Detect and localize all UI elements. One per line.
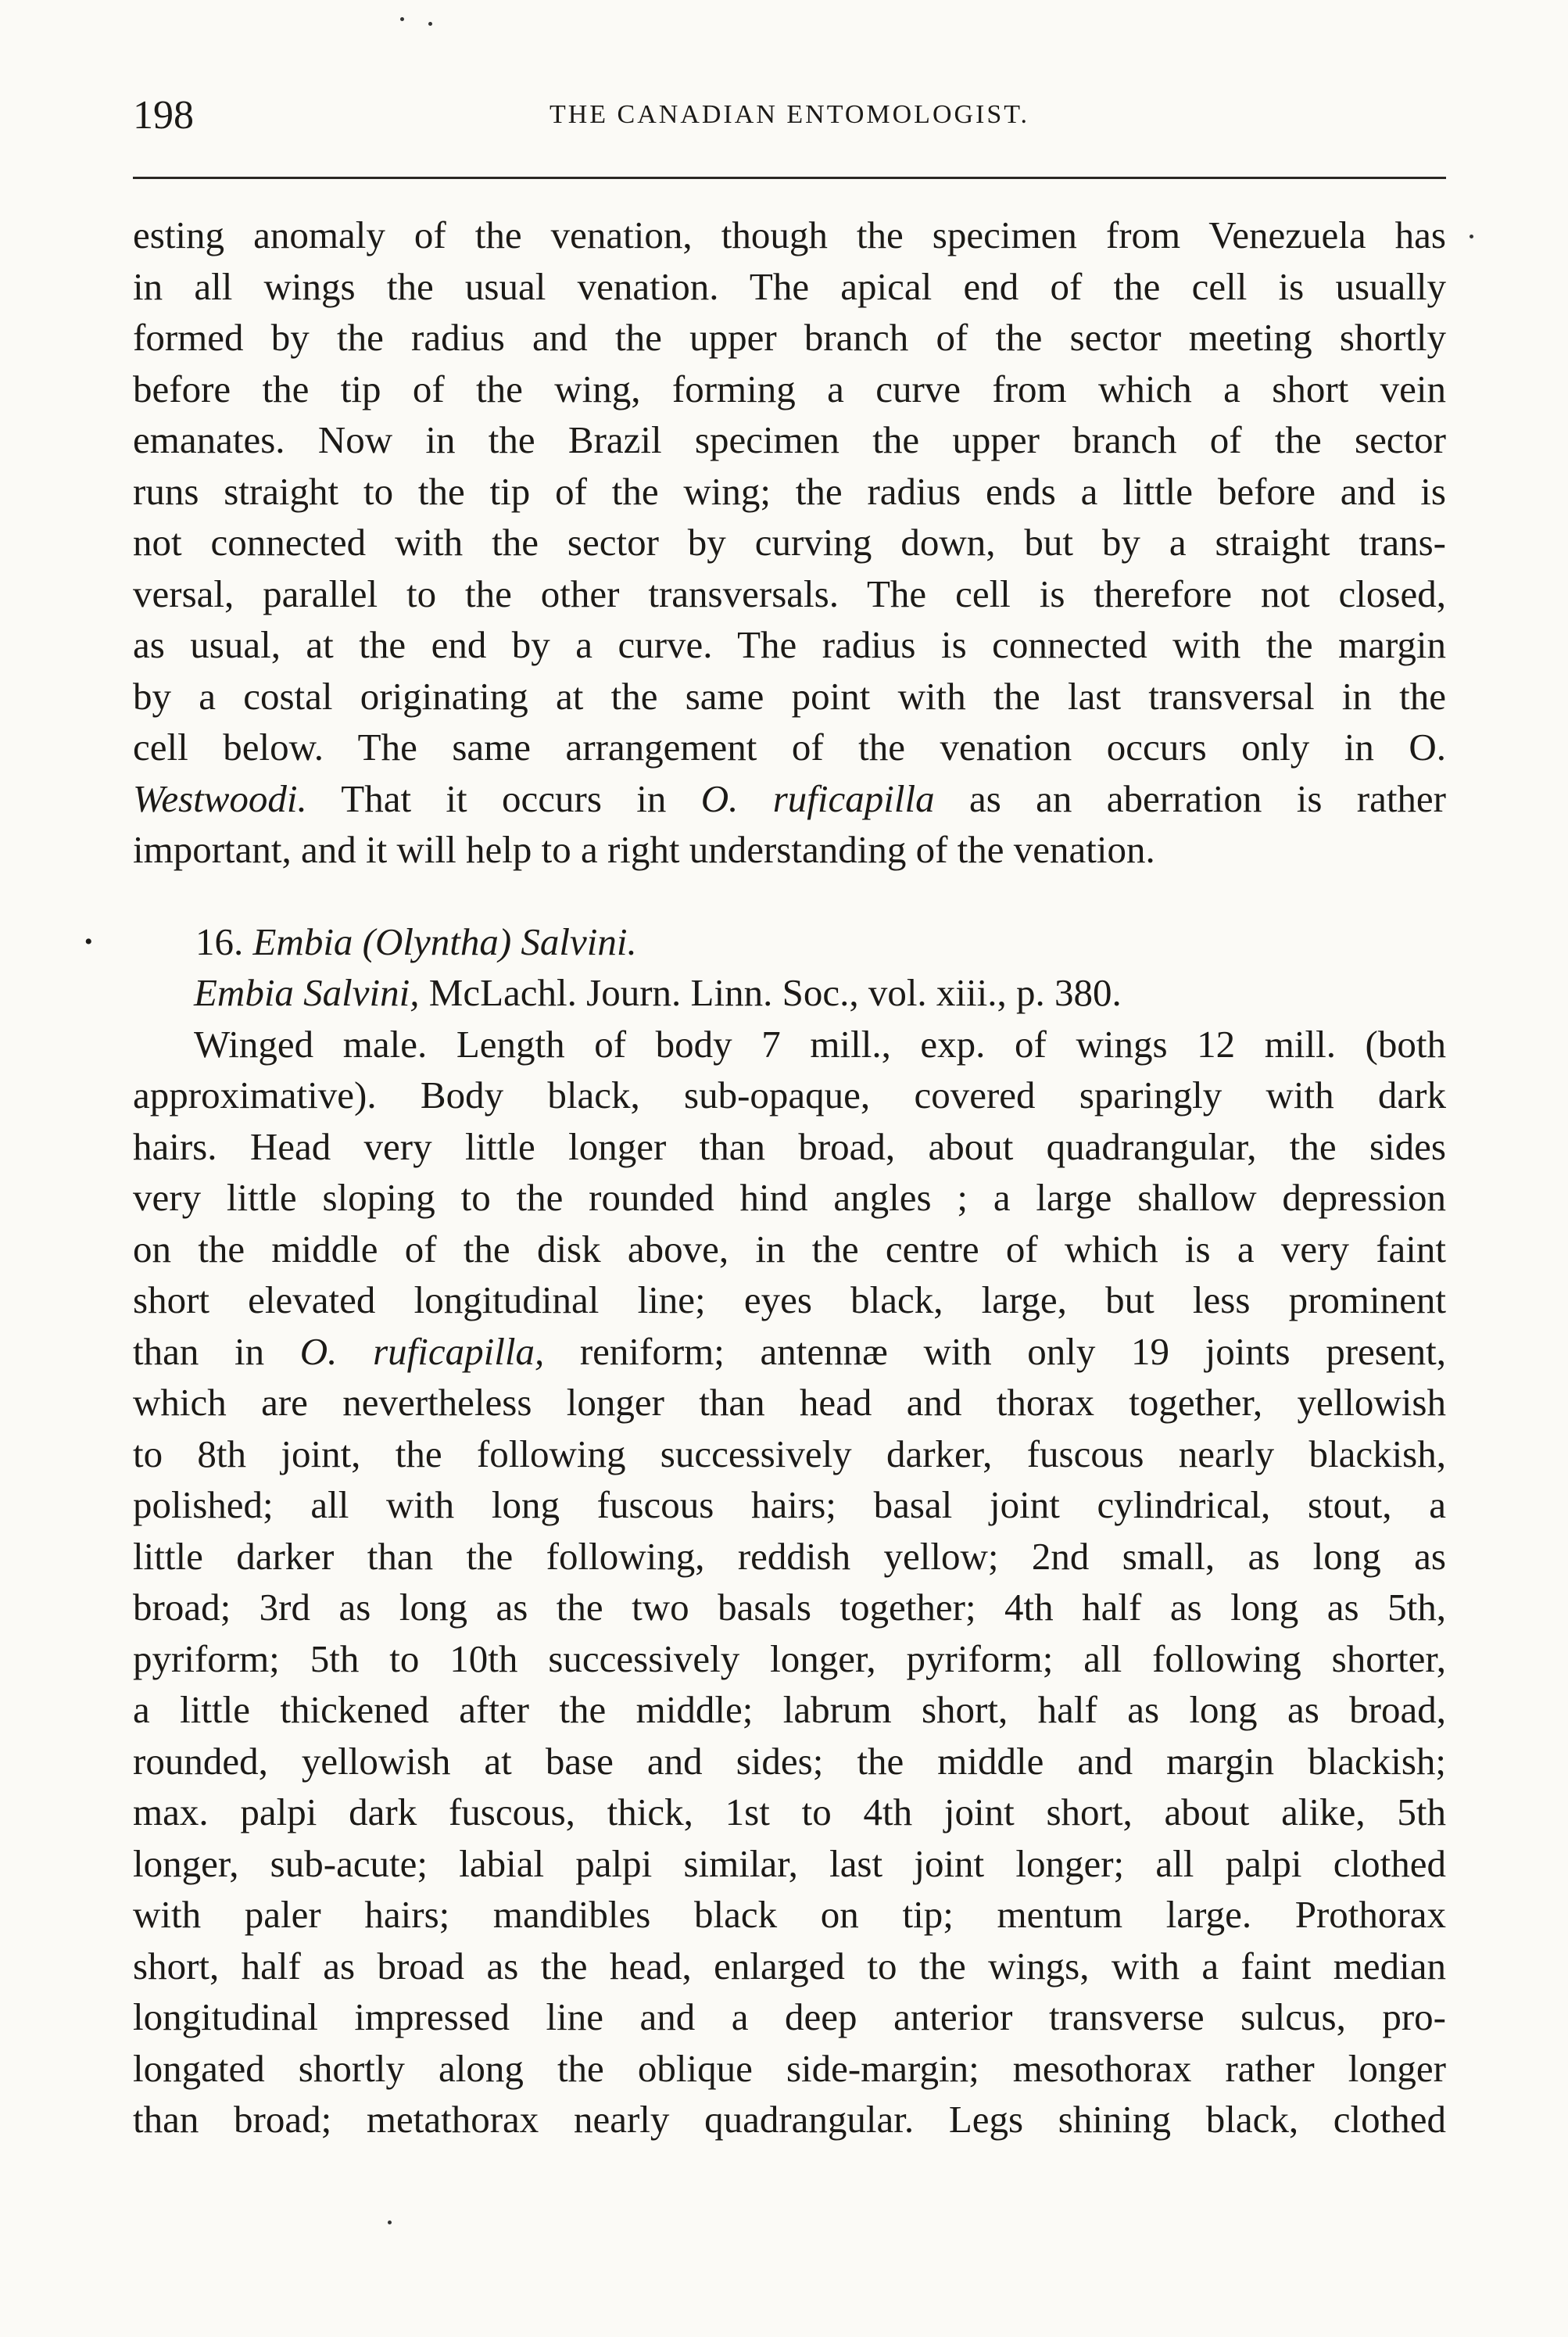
text-line: formed by the radius and the upper branch of the sector meeting shortly	[133, 316, 1446, 359]
species-ref-ruficapilla: O. ruficapilla	[700, 776, 935, 820]
page-number: 198	[133, 93, 194, 138]
text-line: which are nevertheless longer than head and thorax together, yellowish	[133, 1381, 1446, 1424]
species-ref-name: Embia Salvini,	[194, 971, 420, 1014]
text-line: longated shortly along the oblique side-margin; mesothorax rather longer	[133, 2046, 1446, 2090]
text-line: pyriform; 5th to 10th successively longer, pyriform; all following shorter,	[133, 1636, 1446, 1680]
species-section	[84, 916, 1446, 2145]
header-rule	[133, 177, 1446, 179]
text-line: little darker than the following, reddish yellow; 2nd small, as long as	[133, 1534, 1446, 1578]
text-line: rounded, yellowish at base and sides; the middle and margin blackish;	[133, 1739, 1446, 1783]
text-line: polished; all with long fuscous hairs; basal joint cylindrical, stout, a	[133, 1483, 1446, 1526]
text-line	[133, 1326, 1446, 1378]
text-line: emanates. Now in the Brazil specimen the upper branch of the sector	[133, 418, 1446, 461]
text-fragment: than in	[133, 1329, 300, 1373]
text-line: broad; 3rd as long as the two basals together; 4th half as long as 5th,	[133, 1586, 1446, 1629]
text-line: versal, parallel to the other transversals. The cell is therefore not closed,	[133, 572, 1446, 615]
text-line: by a costal originating at the same point with the last transversal in the	[133, 674, 1446, 718]
text-line: esting anomaly of the venation, though the specimen from Venezuela has	[133, 213, 1446, 256]
text-line: than broad; metathorax nearly quadrangular. Legs shining black, clothed	[133, 2098, 1446, 2141]
running-head: THE CANADIAN ENTOMOLOGIST.	[549, 100, 1030, 129]
text-line: before the tip of the wing, forming a curve from which a short vein	[133, 367, 1446, 410]
text-line: in all wings the usual venation. The apical end of the cell is usually	[133, 264, 1446, 308]
bullet-mark: •	[84, 928, 93, 955]
text-line: approximative). Body black, sub-opaque, covered sparingly with dark	[133, 1074, 1446, 1117]
text-line: important, and it will help to a right understanding of the venation.	[133, 828, 1155, 871]
text-fragment: That it occurs in	[306, 776, 701, 820]
text-line: on the middle of the disk above, in the centre of which is a very faint	[133, 1227, 1446, 1271]
print-speck	[388, 2221, 392, 2224]
text-line: short elevated longitudinal line; eyes black, large, but less prominent	[133, 1278, 1446, 1321]
text-line: with paler hairs; mandibles black on tip; mentum large. Prothorax	[133, 1893, 1446, 1936]
print-speck	[428, 22, 432, 26]
species-heading	[133, 916, 1446, 968]
text-fragment: as an aberration is rather	[934, 776, 1446, 820]
print-speck	[1470, 235, 1473, 238]
text-line: to 8th joint, the following successively darker, fuscous nearly blackish,	[133, 1432, 1446, 1475]
text-line: runs straight to the tip of the wing; the radius ends a little before and is	[133, 469, 1446, 513]
species-number: 16.	[195, 919, 253, 963]
text-line	[133, 773, 1446, 825]
text-line: cell below. The same arrangement of the venation occurs only in O.	[133, 726, 1446, 769]
paragraph-venation	[133, 210, 1446, 876]
species-reference	[133, 967, 1446, 1019]
page-body	[84, 210, 1446, 2145]
text-line: as usual, at the end by a curve. The radius is connected with the margin	[133, 623, 1446, 666]
species-ref-ruficapilla: O. ruficapilla,	[299, 1329, 545, 1373]
text-line: longer, sub-acute; labial palpi similar, last joint longer; all palpi clothed	[133, 1841, 1446, 1885]
text-line: hairs. Head very little longer than broad, about quadrangular, the sides	[133, 1124, 1446, 1168]
species-name: Embia (Olyntha) Salvini.	[252, 919, 637, 963]
text-line: a little thickened after the middle; labrum short, half as long as broad,	[133, 1688, 1446, 1731]
species-ref-text: McLachl. Journ. Linn. Soc., vol. xiii., p. 380.	[419, 971, 1122, 1014]
text-line: short, half as broad as the head, enlarged to the wings, with a faint median	[133, 1944, 1446, 1988]
text-line: not connected with the sector by curving down, but by a straight trans-	[133, 521, 1446, 564]
text-line: max. palpi dark fuscous, thick, 1st to 4th joint short, about alike, 5th	[133, 1790, 1446, 1833]
page-header	[133, 92, 1446, 139]
text-line: longitudinal impressed line and a deep anterior transverse sulcus, pro-	[133, 1995, 1446, 2038]
text-line: Winged male. Length of body 7 mill., exp. of wings 12 mill. (both	[194, 1022, 1446, 1066]
species-ref-westwoodi: Westwoodi.	[133, 776, 307, 820]
text-line: very little sloping to the rounded hind angles ; a large shallow depression	[133, 1176, 1446, 1219]
print-speck	[400, 17, 404, 21]
text-fragment: reniform; antennæ with only 19 joints present,	[544, 1329, 1446, 1373]
